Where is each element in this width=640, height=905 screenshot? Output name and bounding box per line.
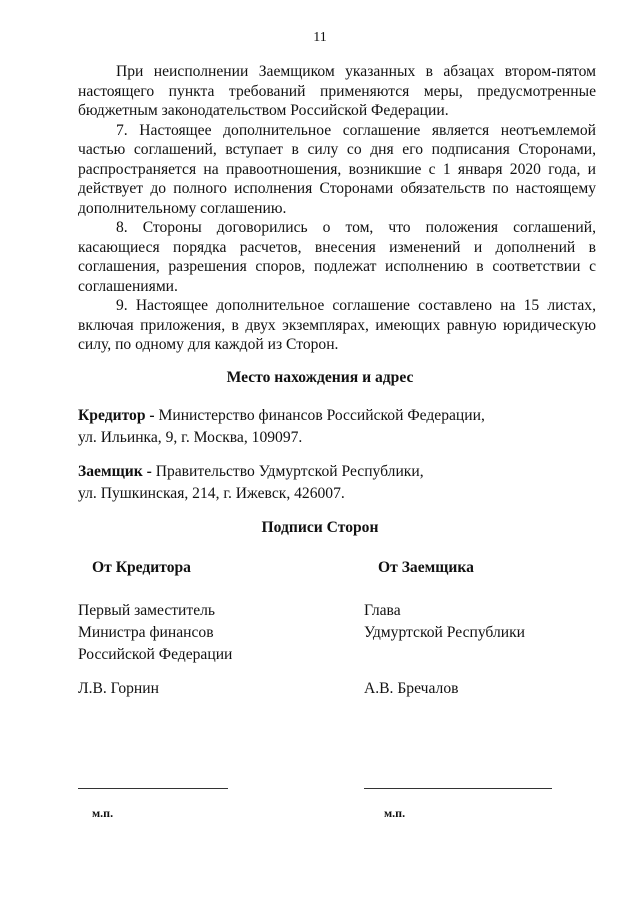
borrower-signatory-name: А.В. Бречалов [364, 680, 459, 697]
borrower-position-line: Удмуртской Республики [364, 624, 526, 641]
borrower-position [364, 600, 525, 644]
location-title: Место нахождения и адрес [226, 369, 414, 386]
creditor-signatory-name: Л.В. Горнин [78, 680, 159, 697]
paragraph-8: 8. Стороны договорились о том, что положения соглашений, касающиеся порядка расчетов, внесения изменений и дополнений в соглашения, разрешения споров, подлежат исполнению в соответствии с соглашениями. [78, 219, 596, 295]
page-number: 11 [313, 30, 327, 45]
borrower-position-line: Глава [364, 602, 401, 619]
creditor-line [78, 405, 598, 427]
borrower-name: Правительство Удмуртской Республики, [151, 463, 424, 480]
creditor-position-line: Министра финансов [78, 624, 214, 641]
borrower-stamp-mark: м.п. [384, 806, 406, 820]
paragraph-penalties: При неисполнении Заемщиком указанных в абзацах втором-пятом настоящего пункта требований применяются меры, предусмотренные бюджетным законодательством Российской Федерации. [78, 63, 596, 119]
borrower-address [78, 461, 598, 505]
creditor-label: Кредитор - [78, 407, 155, 424]
paragraph-9: 9. Настоящее дополнительное соглашение составлено на 15 листах, включая приложения, в двух экземплярах, имеющих равную юридическую силу, по одному для каждой из Сторон. [78, 297, 596, 353]
creditor-name: Министерство финансов Российской Федерации, [154, 407, 485, 424]
creditor-position-line: Российской Федерации [78, 646, 233, 663]
creditor-sign-heading [92, 557, 191, 579]
borrower-line [78, 461, 598, 483]
signatures-title: Подписи Сторон [261, 519, 379, 536]
creditor-heading-text: От Кредитора [92, 559, 191, 576]
borrower-heading-text: От Заемщика [378, 559, 474, 576]
creditor-address [78, 405, 598, 449]
creditor-street: ул. Ильинка, 9, г. Москва, 109097. [78, 429, 303, 446]
creditor-stamp-mark: м.п. [92, 806, 114, 820]
creditor-position-line: Первый заместитель [78, 602, 216, 619]
body-text [78, 62, 596, 355]
creditor-position [78, 600, 232, 666]
borrower-sign-heading [378, 557, 474, 579]
creditor-signature-line [78, 788, 228, 789]
borrower-label: Заемщик - [78, 463, 152, 480]
paragraph-7: 7. Настоящее дополнительное соглашение является неотъемлемой частью соглашений, вступает в силу со дня его подписания Сторонами, распространяется на правоотношения, возникшие с 1 января 2020 года, и действует до полного исполнения Сторонами обязательств по настоящему дополнительному соглашению. [78, 121, 596, 217]
borrower-signature-line [364, 788, 552, 789]
borrower-street: ул. Пушкинская, 214, г. Ижевск, 426007. [78, 485, 345, 502]
